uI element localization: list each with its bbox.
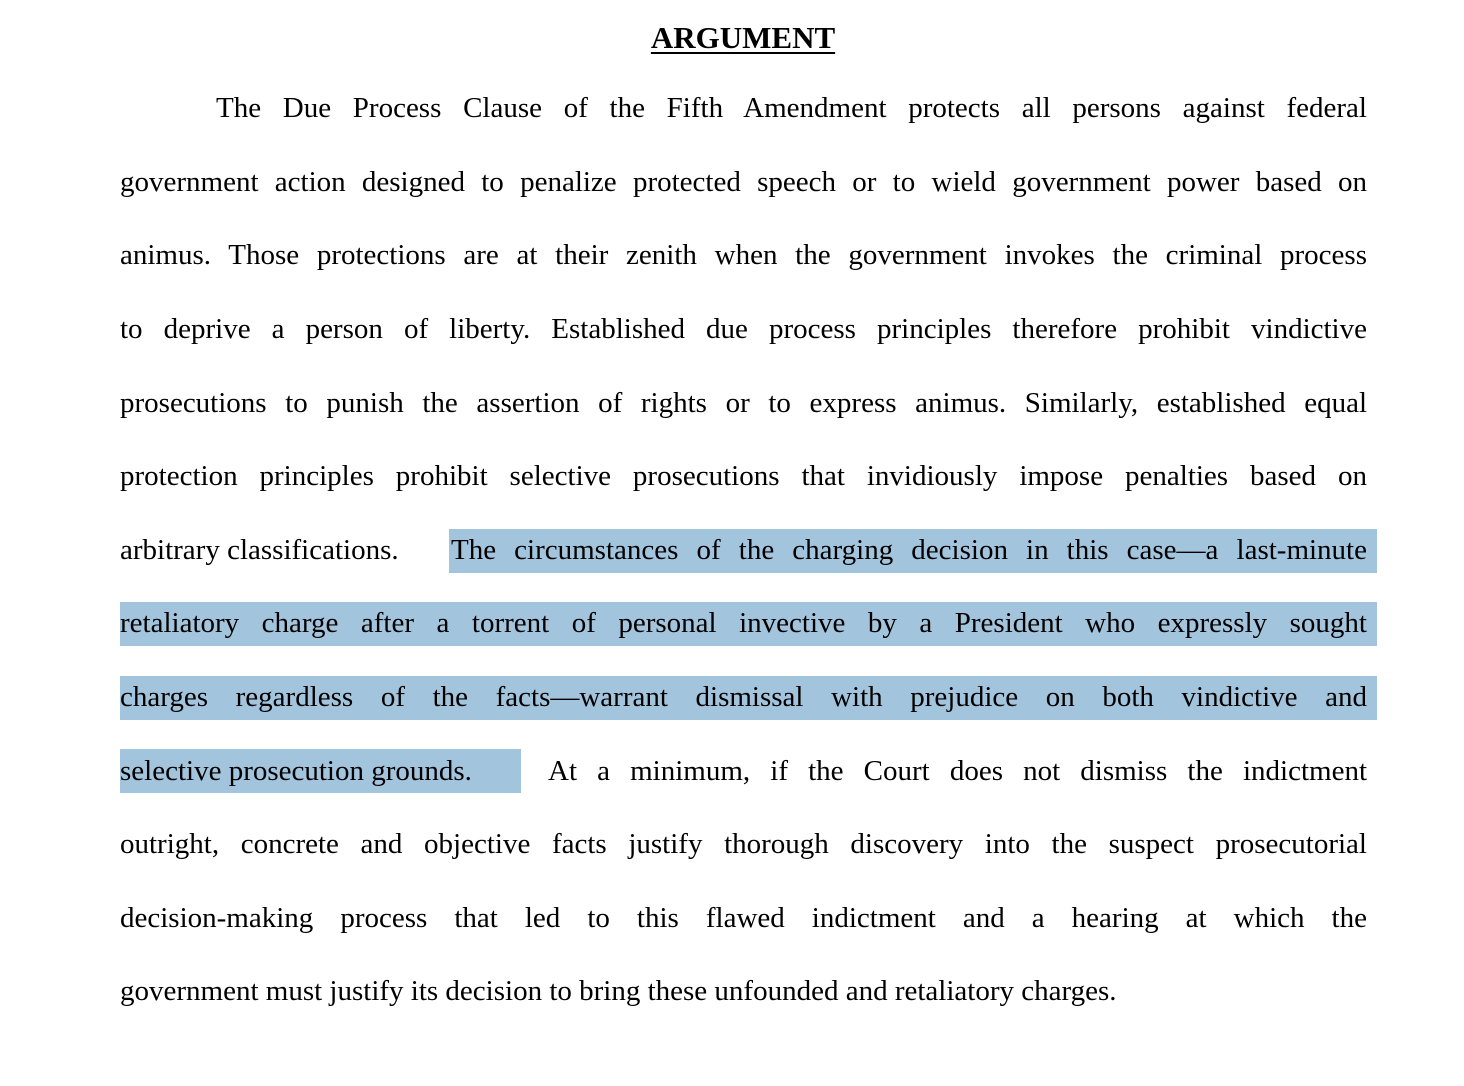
line-text: animus. Those protections are at their zenith when the government invokes the criminal process bbox=[120, 239, 1367, 271]
paragraph-line-8-highlighted bbox=[120, 601, 1367, 645]
line-text: protection principles prohibit selective prosecutions that invidiously impose penalties based on bbox=[120, 460, 1367, 492]
line-text: to deprive a person of liberty. Established due process principles therefore prohibit vindictive bbox=[120, 313, 1367, 345]
paragraph-line-5 bbox=[120, 381, 1367, 425]
paragraph-line-9-highlighted bbox=[120, 675, 1367, 719]
paragraph-line-10-highlighted bbox=[120, 749, 520, 793]
highlighted-text: selective prosecution grounds. bbox=[120, 755, 472, 787]
section-heading: ARGUMENT bbox=[650, 20, 836, 55]
paragraph-line-4 bbox=[120, 307, 1367, 351]
line-text: arbitrary classifications. bbox=[120, 534, 399, 566]
highlighted-text: retaliatory charge after a torrent of personal invective by a President who expressly sought bbox=[120, 607, 1367, 639]
paragraph-line-3 bbox=[120, 233, 1367, 277]
paragraph-line-2 bbox=[120, 160, 1367, 204]
paragraph-line-6 bbox=[120, 454, 1367, 498]
line-text: The Due Process Clause of the Fifth Amendment protects all persons against federal bbox=[216, 92, 1367, 124]
highlighted-text: The circumstances of the charging decision in this case—a last-minute bbox=[451, 534, 1367, 566]
line-text: decision-making process that led to this flawed indictment and a hearing at which the bbox=[120, 902, 1367, 934]
line-text: outright, concrete and objective facts justify thorough discovery into the suspect prosecutorial bbox=[120, 828, 1367, 860]
line-text: prosecutions to punish the assertion of rights or to express animus. Similarly, established equal bbox=[120, 387, 1367, 419]
paragraph-line-1 bbox=[216, 86, 1367, 130]
line-text: government must justify its decision to bring these unfounded and retaliatory charges. bbox=[120, 975, 1117, 1007]
paragraph-line-13 bbox=[120, 969, 1367, 1013]
paragraph-line-10-plain bbox=[548, 749, 1367, 793]
line-text: government action designed to penalize protected speech or to wield government power based on bbox=[120, 166, 1367, 198]
paragraph-line-7-plain bbox=[120, 528, 440, 572]
highlighted-text: charges regardless of the facts—warrant dismissal with prejudice on both vindictive and bbox=[120, 681, 1367, 713]
paragraph-line-7-highlighted bbox=[451, 528, 1367, 572]
line-text: At a minimum, if the Court does not dismiss the indictment bbox=[548, 755, 1367, 787]
paragraph-line-11 bbox=[120, 822, 1367, 866]
paragraph-line-12 bbox=[120, 896, 1367, 940]
